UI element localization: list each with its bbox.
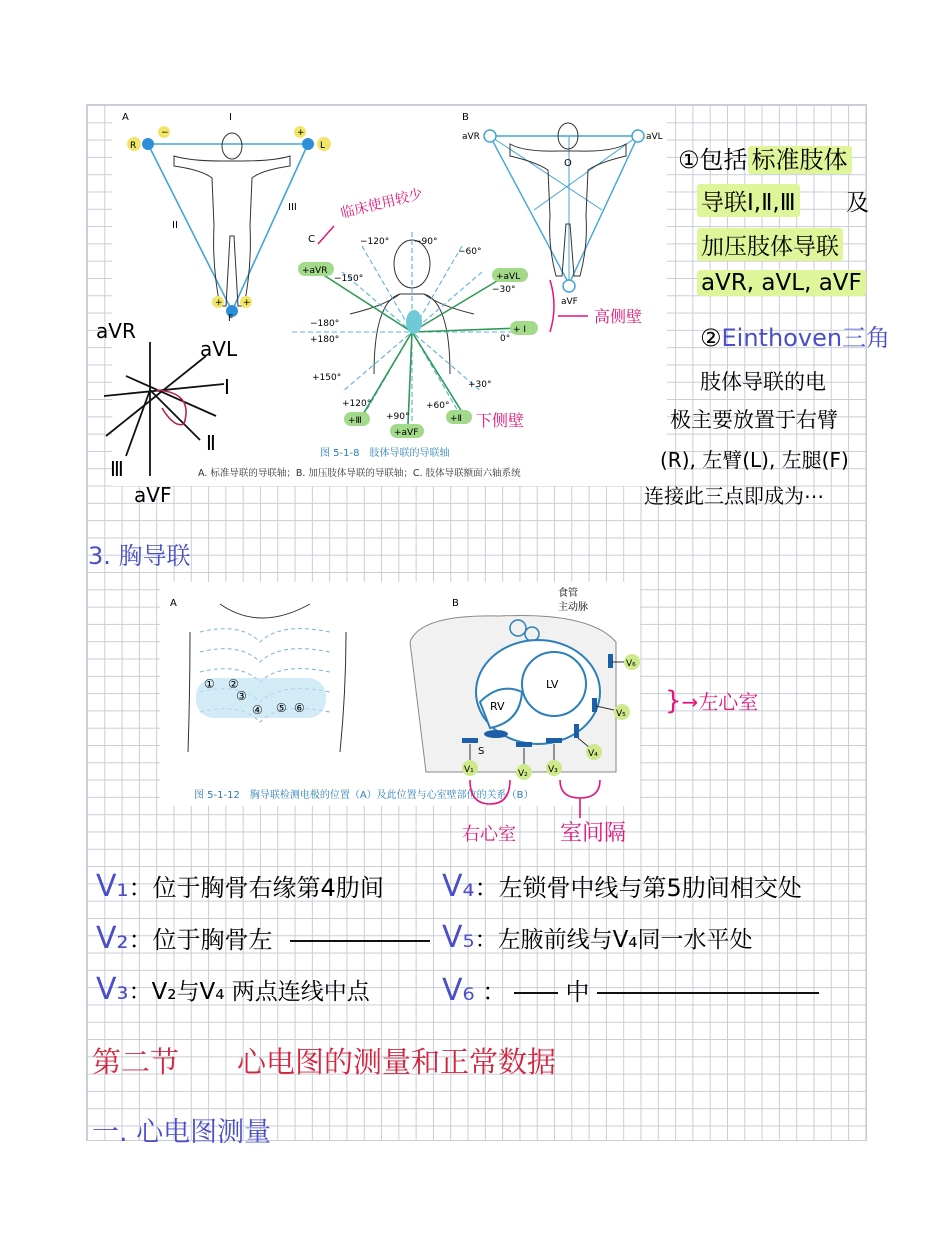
- label-o: O: [564, 158, 572, 169]
- lead-i-c: + I: [513, 325, 527, 335]
- angle-m90: −90°: [414, 237, 438, 247]
- label-s: S: [478, 746, 485, 757]
- label-v5: V₅: [616, 709, 626, 719]
- chest-figure-title: 图 5-1-12 胸导联检测电极的位置（A）及此位置与心室壁部位的关系（B）: [194, 790, 534, 801]
- sketch-i: I: [224, 375, 230, 399]
- label-v4: V₄: [588, 749, 598, 759]
- angle-p30: +30°: [468, 380, 492, 390]
- svg-text:−: −: [161, 128, 169, 138]
- angle-m150: −150°: [334, 274, 364, 284]
- lead-v3-row: V₃：V₂与V₄ 两点连线中点: [96, 972, 370, 1007]
- note-line8: (R), 左臂(L), 左腿(F): [660, 448, 849, 472]
- label-v3: V₃: [548, 765, 558, 775]
- lead-i-label: I: [229, 112, 232, 123]
- figure-subtitle: A. 标准导联的导联轴；B. 加压肢体导联的导联轴；C. 肢体导联额面六轴系统: [198, 468, 521, 479]
- lead-ii-c: +Ⅱ: [450, 414, 462, 424]
- label-v6: V₆: [626, 659, 636, 669]
- annotation-right-ventricle: 右心室: [462, 824, 516, 845]
- electrode-1: ①: [204, 677, 215, 691]
- lead-avl-c: +aVL: [496, 272, 521, 282]
- angle-p90: +90°: [386, 412, 410, 422]
- label-f: F: [228, 314, 234, 324]
- angle-0: 0°: [500, 334, 511, 344]
- figure-chest-leads: [160, 582, 640, 806]
- note-line4: aVR, aVL, aVF: [697, 270, 866, 296]
- sketch-iii: Ⅲ: [110, 457, 124, 481]
- label-rv: RV: [490, 700, 505, 713]
- sketch-avf: aVF: [134, 483, 172, 506]
- figure-chest-leads-svg: [160, 582, 640, 806]
- body-figure-a: [174, 133, 290, 306]
- panel-b-label: B: [462, 112, 469, 123]
- angle-p120: +120°: [342, 399, 372, 409]
- lead-iii-c: +Ⅲ: [348, 416, 362, 426]
- angle-p180: +180°: [310, 335, 340, 345]
- annotation-inferior: 下侧壁: [476, 411, 525, 430]
- lead-v6-row: V₆ ： 中: [442, 972, 819, 1008]
- electrode-3: ③: [236, 689, 247, 703]
- label-v1: V₁: [464, 765, 474, 775]
- figure-title: 图 5-1-8 肢体导联的导联轴: [320, 448, 450, 459]
- angle-m60: −60°: [458, 247, 482, 257]
- annotation-clinical: 临床使用较少: [339, 186, 425, 222]
- angle-m180: −180°: [310, 319, 340, 329]
- chest-panel-a-label: A: [170, 598, 177, 609]
- label-esophagus: 食管: [558, 588, 578, 599]
- heart-shape: [406, 310, 422, 334]
- electrode-r: [142, 138, 154, 150]
- lead-iii-label: III: [288, 202, 297, 213]
- sketch-avr: aVR: [96, 319, 136, 343]
- electrode-2: ②: [228, 677, 239, 691]
- label-avl: aVL: [646, 132, 663, 142]
- label-r: R: [130, 141, 137, 151]
- lead-v1-row: V₁：位于胸骨右缘第4肋间: [96, 869, 384, 904]
- section-2-title: 第二节 心电图的测量和正常数据: [92, 1045, 557, 1079]
- note-line9: 连接此三点即成为⋯: [644, 484, 824, 508]
- angle-p60: +60°: [426, 401, 450, 411]
- lead-avf-c: +aVF: [394, 428, 419, 438]
- hand-sketch-svg: [96, 316, 276, 506]
- lead-v4-row: V₄：左锁骨中线与第5肋间相交处: [442, 869, 802, 904]
- lead-v2-row: V₂：位于胸骨左: [96, 920, 430, 956]
- electrode-5: ⑤: [276, 701, 287, 715]
- angle-p150: +150°: [312, 373, 342, 383]
- label-avf: aVF: [561, 297, 578, 307]
- annotation-septum: 室间隔: [560, 821, 627, 846]
- note-line2: 导联Ⅰ,Ⅱ,Ⅲ: [697, 184, 800, 217]
- lead-avr-c: +aVR: [302, 266, 328, 276]
- section-2-subtitle: 一. 心电图测量: [92, 1117, 272, 1148]
- svg-text:+: +: [297, 128, 305, 138]
- label-lv: LV: [546, 678, 559, 691]
- label-avr: aVR: [462, 132, 480, 142]
- annotation-left-ventricle: }→左心室: [665, 686, 759, 716]
- lead-v5-row: V₅：左腋前线与V₄同一水平处: [442, 920, 753, 955]
- note-line7: 极主要放置于右臂: [670, 408, 838, 432]
- label-l: L: [320, 141, 326, 151]
- panel-c-label: C: [308, 234, 315, 245]
- annotation-brackets: [460, 774, 610, 824]
- note-line1: ①包括 标准肢体: [678, 140, 852, 175]
- electrode-l: [302, 138, 314, 150]
- note-line2b: 及: [846, 190, 869, 216]
- electrode-6: ⑥: [294, 701, 305, 715]
- section-chest-leads: 3. 胸导联: [88, 542, 191, 570]
- angle-m120: −120°: [360, 237, 390, 247]
- note-line5: ②Einthoven三角: [700, 324, 891, 352]
- sketch-avl: aVL: [200, 337, 238, 361]
- lead-ii-label: II: [172, 220, 178, 231]
- annotation-high-lateral: 高侧壁: [594, 307, 643, 326]
- chest-panel-b-label: B: [452, 598, 459, 609]
- label-v2: V₂: [518, 769, 528, 779]
- label-aorta: 主动脉: [558, 602, 588, 613]
- sketch-ii: Ⅱ: [206, 431, 216, 455]
- svg-text:+: +: [243, 298, 251, 308]
- note-line3: 加压肢体导联: [697, 228, 843, 261]
- note-line6: 肢体导联的电: [700, 370, 826, 394]
- angle-m30: −30°: [492, 285, 516, 295]
- svg-text:+: +: [215, 298, 223, 308]
- electrode-4: ④: [252, 703, 263, 717]
- hand-sketch-axes: [96, 316, 276, 506]
- panel-a-label: A: [122, 112, 129, 123]
